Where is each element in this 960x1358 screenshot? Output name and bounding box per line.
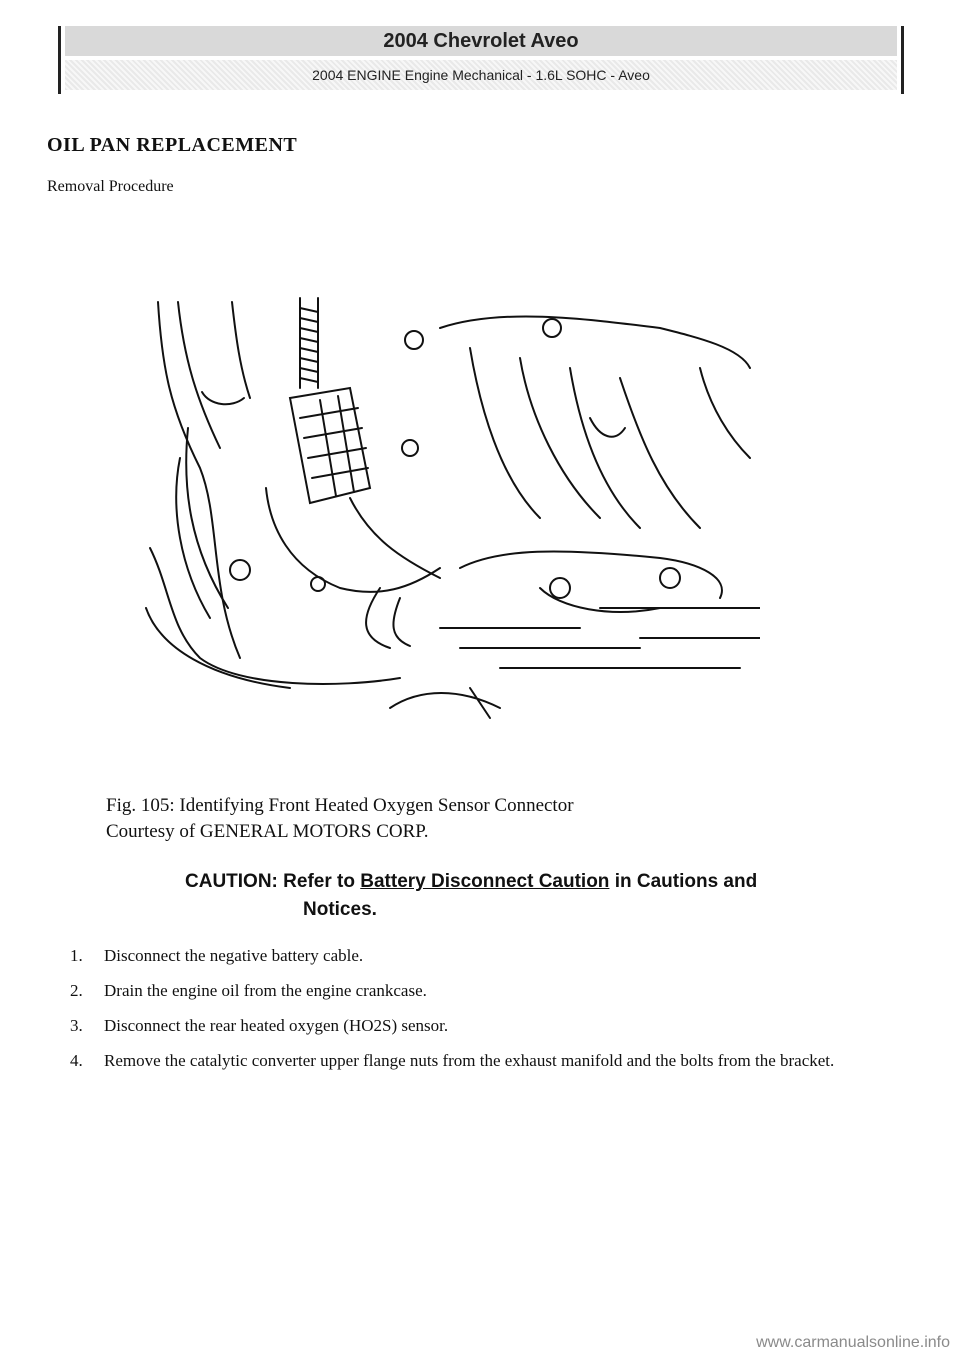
procedure-steps [70, 944, 870, 1084]
step-number: 4. [70, 1051, 83, 1070]
caution-text-before: Refer to [283, 871, 355, 892]
manual-section-title: 2004 ENGINE Engine Mechanical - 1.6L SOHC - Aveo [65, 60, 897, 90]
step-text: Drain the engine oil from the engine crankcase. [104, 981, 427, 1000]
caution-note [185, 868, 875, 924]
footer-watermark-url: www.carmanualsonline.info [756, 1334, 950, 1351]
step-text: Disconnect the rear heated oxygen (HO2S) sensor. [104, 1016, 449, 1035]
section-title: OIL PAN REPLACEMENT [47, 134, 298, 156]
caution-text-after: in Cautions and [614, 871, 758, 892]
figure-caption-credit: Courtesy of GENERAL MOTORS CORP. [106, 821, 429, 842]
document-header [58, 26, 904, 94]
section-subtitle: Removal Procedure [47, 178, 174, 195]
step-text: Remove the catalytic converter upper flange nuts from the exhaust manifold and the bolts from the bracket. [104, 1051, 835, 1070]
figure-caption-title: Fig. 105: Identifying Front Heated Oxygen Sensor Connector [106, 795, 574, 816]
step-text: Disconnect the negative battery cable. [104, 946, 364, 965]
engine-diagram [140, 288, 760, 728]
caution-label: CAUTION: [185, 871, 278, 892]
vehicle-title: 2004 Chevrolet Aveo [65, 26, 897, 56]
figure-caption [106, 793, 574, 845]
step-number: 2. [70, 981, 83, 1000]
procedure-step [70, 1049, 870, 1073]
procedure-step [70, 1014, 870, 1038]
caution-text-line2: Notices. [303, 899, 377, 920]
procedure-step [70, 944, 870, 968]
step-number: 3. [70, 1016, 83, 1035]
battery-disconnect-caution-link[interactable]: Battery Disconnect Caution [360, 871, 610, 892]
procedure-step [70, 979, 870, 1003]
step-number: 1. [70, 946, 83, 965]
